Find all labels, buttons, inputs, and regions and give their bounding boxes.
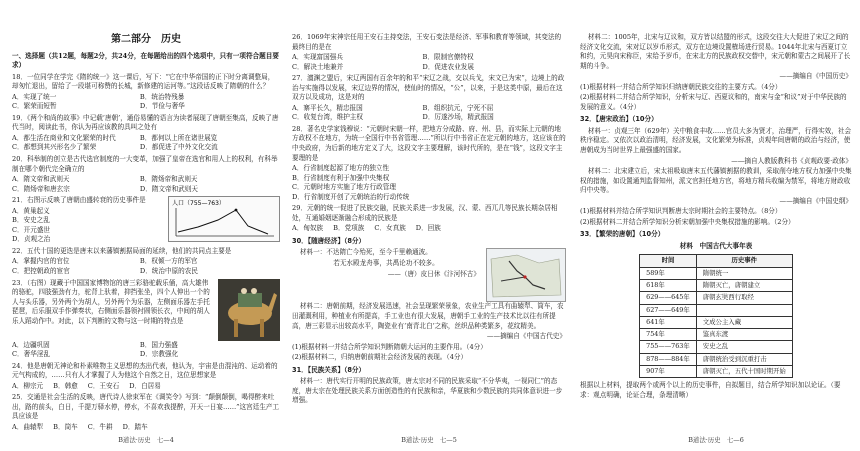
option-a: A．黄巢起义 [12, 206, 50, 215]
sub-question: (2)根据材料二，归纳唐朝前期社会经济发展的表现。（4分） [292, 353, 468, 362]
table-cell: 878——884年 [640, 353, 697, 365]
instruction: 一、选择题（共12题，每题2分，共24分，在每题给出的四个选项中，只有一项符合题目要求） [12, 51, 279, 70]
table-cell: 627——649年 [640, 304, 697, 316]
sub-question: 根据以上材料，提取两个或两个以上的历史事件，自拟题目，结合所学知识加以论证。（要求：观点明确，论证合理，条理清晰） [580, 381, 841, 399]
question-22 [12, 247, 280, 277]
tang-sancai-camel-image [218, 279, 280, 341]
table-cell: 754年 [640, 329, 697, 341]
table-row [640, 267, 793, 279]
table-cell: 唐朝统治受到沉重打击 [696, 353, 792, 365]
question-stem: 22．五代十国的更迭是唐末以来藩镇割据局面的延续，他们的共同点主要是 [12, 246, 232, 255]
question-20 [12, 155, 280, 194]
question-stem: 18．一位同学在学完《隋的统一》这一课后，写下：“它在中华帝国的正下时分离调整局，却匆忙退出，留给了一段堪可称赞的长城，新修建的运河等。”这段话反映了隋朝的什么？ [12, 72, 275, 91]
option-b: B．都何以上所在诸世展览 [139, 133, 218, 142]
table-cell: 鉴真东渡 [696, 329, 792, 341]
table-header: 历史事件 [696, 255, 792, 267]
question-stem: 26．1069年宋神宗任用王安石主持变法，王安石变法是经济、军事和教育等领域，其变法的最终目的是在 [292, 33, 562, 51]
question-stem: 28．著名史学家钱穆说：“元朝时宋朝一样，把地方分成路、府、州、县，而实际上元朝的地方政权不在地方，为统一全国行中书省管理……”所以行中书省正在定元朝的地方，这应该在的中央政府，为后新的地方定义了大，这段文字主要理解，该时代所的，是在“钱”，这段文字主要理的是 [292, 124, 566, 162]
option-c: C．解决土地兼并 [292, 62, 344, 71]
material-two: 材料二：1005年，北宋与辽议和，双方皆以结盟的形式，这段交往大大促进了宋辽之间的经济文化交流，宋对辽以岁币形式，双方在边境设置榷场进行贸易。1044年北宋与西夏订立和约，元昊向宋称臣，宋给予岁币，在宋北方的民族政权交替中，宋元朝和蒙古之间展开了长期的斗争。 [580, 33, 851, 70]
question-21 [12, 196, 280, 245]
option-d: D．隋文帝和武则天 [139, 184, 198, 193]
option-c: C．把控朝政的宦官 [12, 266, 70, 275]
question-stem: 27．澶渊之盟后，宋辽两国有百余年的和平“宋辽之战，交以兵戈，宋文已为宋”，边境上的政治与实施得以发展，宋辽边界的情况，使仙时的情况，“公”，以来，于是这类中原，最后在这双方以及成功，这是对的 [292, 74, 565, 102]
material-one: 材料一：贞观三年（629年）关中粮食丰收……官员大多为贤才，治理严，行得实效，社会秩序稳定。又依次以政治清明，经济发展，文化繁荣为标准，贞观年间唐朝的政治与经济，使唐朝成为当时世界上最强盛的国家。 [580, 126, 852, 155]
question-title: 32．【唐宋政治】（10分） [580, 115, 658, 124]
table-row [640, 366, 793, 378]
option-c: C．开元盛世 [12, 225, 51, 234]
option-d: D．行省制度开创了元朝统治的行动传统 [292, 192, 410, 201]
option-b: B．国力强盛 [139, 340, 178, 349]
option-a: A．实现了统一 [12, 92, 57, 101]
material-two: 材料二：唐朝前期，经济发展迅速，社会呈现繁荣景象，农业生产工具有曲辕犁、筒车，农田灌溉利用，种植业有所提高，手工业也有很大发展，唐朝手工业的生产技术比以往有所提高，唐三彩显示出较高水平，陶瓷业有‘南青北白’之称，丝织品种类繁多，花纹精美。 [292, 302, 564, 330]
question-stem: 29．元朝的统一促进了民族交融，民族关系进一步发展，汉、蒙、西兀几等民族长期杂居相处，互通婚姻逐渐融合形成的民族是 [292, 204, 558, 222]
table-row [640, 353, 793, 365]
table-row [640, 304, 793, 316]
option-c: C．繁荣而短暂 [12, 102, 57, 111]
sub-question: (2)根据材料二并结合所学知识分析宋朝加强中央集权措施的影响。（2分） [580, 217, 795, 226]
option-c: C．女真族 [374, 224, 406, 233]
table-cell [696, 304, 792, 316]
page-footer: B道法·历史 七—6 [688, 435, 744, 444]
option-b: B．组织抗元，宁死不屈 [422, 103, 494, 112]
option-a: A．实现富国强兵 [292, 53, 343, 62]
question-stem: 25．交通是社会生活的反映，唐代诗人徐束军在《调笑令》写到：“颠倒颠倒，喝得醉来吐出，路的前头，白日，千提万驿水停，停水，不喜欢我提醉，开天一日宴……”这宫廷生产工具应该是 [12, 393, 280, 421]
option-d: D．促进农业发展 [422, 62, 474, 71]
options [12, 423, 280, 433]
question-26 [292, 33, 566, 72]
option-d: D．回族 [415, 224, 441, 233]
question-25 [12, 393, 280, 432]
question-19 [12, 114, 280, 153]
table-cell: 907年 [640, 366, 697, 378]
option-d: D．贞观之治 [12, 235, 51, 244]
option-a: A．行省制度起源了地方的独立性 [292, 164, 390, 173]
table-cell: 641年 [640, 316, 697, 328]
table-row [640, 341, 793, 353]
question-33 [580, 230, 852, 400]
question-27 [292, 74, 566, 123]
options [12, 207, 162, 245]
sub-question: (1)根据材料一并结合所学知识归纳唐朝民族交往的主要方式。（4分） [580, 82, 782, 91]
material-citation: ——摘编自《中国历史》 [779, 72, 852, 81]
question-31 [292, 366, 566, 406]
option-d: D．白居易 [129, 381, 161, 390]
sub-question: (1)根据材料一并结合所学知识判断隋朝大运河的主要作用。（4分） [292, 342, 487, 351]
column-middle [292, 0, 566, 451]
option-b: B．韩愈 [53, 381, 78, 390]
question-stem: 23．（右图）现藏于中国国家博物馆的唐三彩骆驼载乐俑，高大雄伟的骆驼，四肢强劲有力，驼背上驮着，抑挡张坐，四个人伸出一个的人与头乐器，另外两个为胡人，另外两个为乐器，左侧面乐器左手托琵琶，后乐服双手作弹奏状，右侧面乐器领衬圆领长衣，中间的胡人乐人蹈动作中。对此，以下判断的文物与这一时期的特点是 [12, 278, 210, 325]
option-c: C．王安石 [87, 381, 120, 390]
question-title: 33．【繁荣的唐朝】（10分） [580, 230, 665, 239]
table-row [640, 292, 793, 304]
table-cell: 589年 [640, 267, 697, 279]
question-title: 31．【民族关系】（8分） [292, 365, 366, 374]
question-28 [292, 125, 566, 202]
material-citation: ——摘自人教版教科书《贞观政要·政体》 [731, 156, 852, 165]
material-one: 材料一：唐代实行开明的民族政策，唐太宗对不同的民族采取“不分华夷，一视同仁”的态度，唐太宗在处理民族关系方面创造性的有民族和亲，华夏族和少数民族的共同体意识进一步增强。 [292, 377, 563, 405]
table-cell: 唐朝灭亡，五代十国时期开始 [696, 366, 792, 378]
option-a: A．曲辕犁 [12, 422, 44, 431]
option-c: C．都想到其兴形名少了繁荣 [12, 143, 97, 152]
options [12, 382, 280, 392]
table-cell: 隋朝统一 [696, 267, 792, 279]
option-b: B．隋炀帝和武则天 [139, 175, 198, 184]
question-30 [292, 237, 566, 363]
material-citation: ——摘编自《中国史纲》 [779, 196, 852, 205]
grand-canal-map [486, 248, 566, 302]
question-18 [12, 73, 280, 112]
table-cell: 755——763年 [640, 341, 697, 353]
options [12, 175, 280, 194]
options [12, 93, 280, 112]
options [12, 257, 280, 276]
option-b: B．限制官僚特权 [422, 53, 474, 62]
table-header-row [640, 255, 793, 267]
option-d: D．节俭与奢华 [139, 102, 185, 111]
sub-question: (2)根据材料二并结合所学知识，分析宋与辽、西夏议和的，南宋与金“和议”对于中华民族的发展的意义。（4分） [580, 93, 847, 111]
question-stem: 21．右图示反映了唐朝由盛转衰的历史事件是 [12, 196, 146, 205]
option-d: D．厉遂沙场，精武报国 [422, 113, 494, 122]
table-cell: 隋朝灭亡，唐朝建立 [696, 280, 792, 292]
option-a: A．甸奴族 [292, 224, 324, 233]
options [292, 104, 566, 123]
option-c: C．牛耕 [87, 422, 113, 431]
question-24 [12, 362, 280, 392]
material-line: 材料一：不达隋亡今殆死，至今千里赖通波。 [299, 248, 432, 257]
option-b: B．安史之乱 [12, 216, 50, 225]
table-header: 时间 [640, 255, 697, 267]
chronology-table [639, 254, 793, 378]
table-row [640, 280, 793, 292]
material-line: 若无水殿龙舟事，共禹论功不较多。 [333, 259, 439, 268]
material-two: 材料二：北宋建立后，宋太祖吸取唐末五代藩镇割据的教训，采取削夺地方权力加强中央集权的措施，如设置通判监督知州，派文官担任地方官，将地方精兵收编为禁军，将地方财政收归中央等。 [580, 167, 852, 195]
question-stem: 20．科举制的创立是古代选官制度的一大变革，加强了皇帝在选官和用人上的权利，有科举制在哪个朝代完全确立的 [12, 154, 278, 173]
table-row [640, 329, 793, 341]
question-title: 30．【随唐经济】（8分） [292, 236, 366, 245]
option-c: C．收复台湾，维护主权 [292, 113, 363, 122]
page-footer: B道法·历史 七—4 [118, 435, 174, 444]
question-stem: 24．他是唐朝无神论和朴素唯物主义思想的杰出代表，他认为，宇宙是由混沌的、运动着的元气构成的，……只有人才掌握了人为他这个自然之日，这位思想家是 [12, 361, 278, 380]
table-cell: 618年 [640, 280, 697, 292]
option-a: A．都生活在商业和文化繁荣的时代 [12, 133, 116, 142]
table-caption: 材料 中国古代大事年表 [679, 241, 753, 250]
options [292, 164, 566, 202]
page-footer: B道法·历史 七—5 [401, 435, 457, 444]
option-b: B．权倾一方的军官 [139, 257, 198, 266]
question-stem: 19．《两个和尚的故事》中记载‘唐朝’，通俗易懂的语言为读者展现了唐朝至集高，反映了唐代当时，阅读此书，你认为再应该教的具叫之处有 [12, 113, 279, 132]
option-d: D．踏车 [122, 422, 148, 431]
population-line-figure [168, 196, 280, 242]
question-32 [580, 115, 852, 227]
material-citation: ——摘编自《中国古代史》 [486, 332, 566, 341]
option-d: D．宗教强化 [139, 350, 179, 359]
option-b: B．行省制度有利于加强中央集权 [292, 173, 390, 182]
table-cell: 安史之乱 [696, 341, 792, 353]
column-right [580, 0, 852, 451]
option-b: B．筒车 [53, 422, 78, 431]
column-left [12, 0, 280, 451]
option-a: A．隋文帝和武则天 [12, 175, 70, 184]
options [292, 53, 566, 72]
options [292, 224, 566, 234]
option-c: C．奢华淫乱 [12, 350, 51, 359]
option-b: B．党项族 [333, 224, 365, 233]
table-row [640, 316, 793, 328]
option-a: A．掌握内官的官位 [12, 257, 70, 266]
figure-label: 人口（755—763） [172, 200, 225, 208]
option-a: A．边疆巩固 [12, 340, 50, 349]
option-c: C．元朝时地方实施了地方行政管理 [292, 183, 396, 192]
option-a: A．柳宗元 [12, 381, 44, 390]
table-cell: 唐朝玄奘西行取经 [696, 292, 792, 304]
table-cell: 629——645年 [640, 292, 697, 304]
options [12, 341, 280, 360]
option-b: B．统治特残暴 [139, 92, 185, 101]
option-a: A．寨平长久，精忠报国 [292, 103, 363, 112]
sub-question: (1)根据材料并结合所学知识判断唐太宗时期社会的主要特点。（8分） [580, 207, 782, 216]
question-23 [12, 279, 280, 360]
option-c: C．隋炀帝和唐玄宗 [12, 184, 70, 193]
option-d: D．都促进了中外文化交流 [139, 143, 218, 152]
option-d: D．统治中原的农民 [139, 266, 198, 275]
section-title: 第二部分 历史 [111, 34, 181, 45]
options [12, 134, 280, 153]
question-29 [292, 204, 566, 234]
material-citation: ——（唐）皮日休《汴河怀古》 [387, 269, 480, 278]
table-cell: 文成公主入藏 [696, 316, 792, 328]
